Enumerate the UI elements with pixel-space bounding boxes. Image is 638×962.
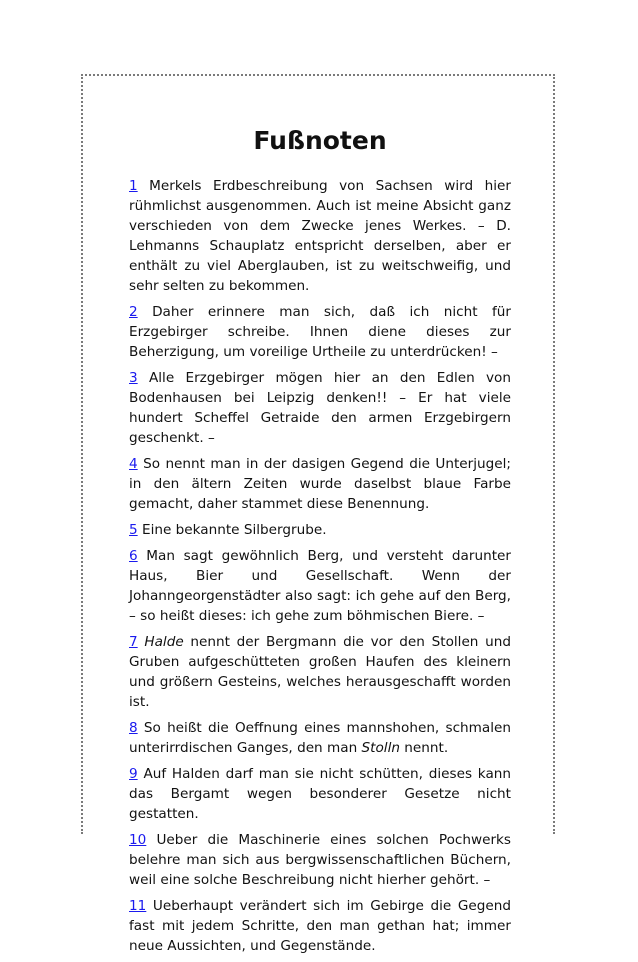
footnotes-section xyxy=(129,120,511,962)
footnote-text-1: Merkels Erdbeschreibung von Sachsen wird hier rühmlichst ausgenommen. Auch ist meine Absicht ganz verschieden von dem Zwecke jenes Werkes. – D. Lehmanns Schauplatz entspricht derselben, aber er enthält zu viel Aberglauben, ist zu weitschweifig, und sehr selten zu bekommen. xyxy=(129,178,511,294)
footnote-3 xyxy=(129,368,511,448)
footnote-link-2[interactable]: 2 xyxy=(129,304,138,320)
footnote-link-9[interactable]: 9 xyxy=(129,766,138,782)
footnote-1 xyxy=(129,176,511,296)
footnote-link-1[interactable]: 1 xyxy=(129,178,138,194)
footnote-link-11[interactable]: 11 xyxy=(129,898,147,914)
footnote-7 xyxy=(129,632,511,712)
footnote-text-3: Alle Erzgebirger mögen hier an den Edlen von Bodenhausen bei Leipzig denken!! – Er hat viele hundert Scheffel Getraide den armen Erzgebirgern geschenkt. – xyxy=(129,370,511,446)
footnote-link-3[interactable]: 3 xyxy=(129,370,138,386)
footnote-text-5: Eine bekannte Silbergrube. xyxy=(141,522,327,538)
footnote-link-5[interactable]: 5 xyxy=(129,522,138,538)
footnote-text-11: Ueberhaupt verändert sich im Gebirge die Gegend fast mit jedem Schritte, den man gethan hat; immer neue Aussichten, und Gegenstände. xyxy=(129,898,511,954)
footnote-text-6: Man sagt gewöhnlich Berg, und versteht darunter Haus, Bier und Gesellschaft. Wenn der Johanngeorgenstädter also sagt: ich gehe auf den Berg, – so heißt dieses: ich gehe zum böhmischen Biere. – xyxy=(129,548,511,624)
footnote-text-8-end: nennt. xyxy=(404,740,449,756)
footnote-link-8[interactable]: 8 xyxy=(129,720,138,736)
footnote-text-9: Auf Halden darf man sie nicht schütten, dieses kann das Bergamt wegen besonderer Gesetze nicht gestatten. xyxy=(129,766,512,822)
footnote-italic-term-7: Halde xyxy=(144,634,184,650)
footnote-link-4[interactable]: 4 xyxy=(129,456,138,472)
footnote-5 xyxy=(129,520,511,540)
footnote-8 xyxy=(129,718,511,758)
footnote-text-2: Daher erinnere man sich, daß ich nicht für Erzgebirger schreibe. Ihnen diene dieses zur Beherzigung, um voreilige Urtheile zu unterdrücken! – xyxy=(129,304,511,360)
footnote-link-6[interactable]: 6 xyxy=(129,548,138,564)
footnote-text-8: So heißt die Oeffnung eines mannshohen, schmalen unterirrdischen Ganges, den man xyxy=(129,720,511,756)
footnote-link-10[interactable]: 10 xyxy=(129,832,147,848)
page-title: Fußnoten xyxy=(253,126,387,155)
footnote-2 xyxy=(129,302,511,362)
footnote-6 xyxy=(129,546,511,626)
footnote-4 xyxy=(129,454,511,514)
footnote-11 xyxy=(129,896,511,956)
footnote-text-10: Ueber die Maschinerie eines solchen Pochwerks belehre man sich aus bergwissenschaftlichen Büchern, weil eine solche Beschreibung nicht hierher gehört. – xyxy=(129,832,511,888)
footnote-text-4: So nennt man in der dasigen Gegend die Unterjugel; in den ältern Zeiten wurde daselbst blaue Farbe gemacht, daher stammet diese Benennung. xyxy=(129,456,511,512)
footnote-9 xyxy=(129,764,511,824)
footnote-text-7: nennt der Bergmann die vor den Stollen und Gruben aufgeschütteten großen Haufen des kleinern und größern Gesteins, welches herausgeschafft worden ist. xyxy=(129,634,511,710)
footnote-10 xyxy=(129,830,511,890)
footnote-italic-term-8: Stolln xyxy=(361,740,400,756)
footnote-link-7[interactable]: 7 xyxy=(129,634,138,650)
